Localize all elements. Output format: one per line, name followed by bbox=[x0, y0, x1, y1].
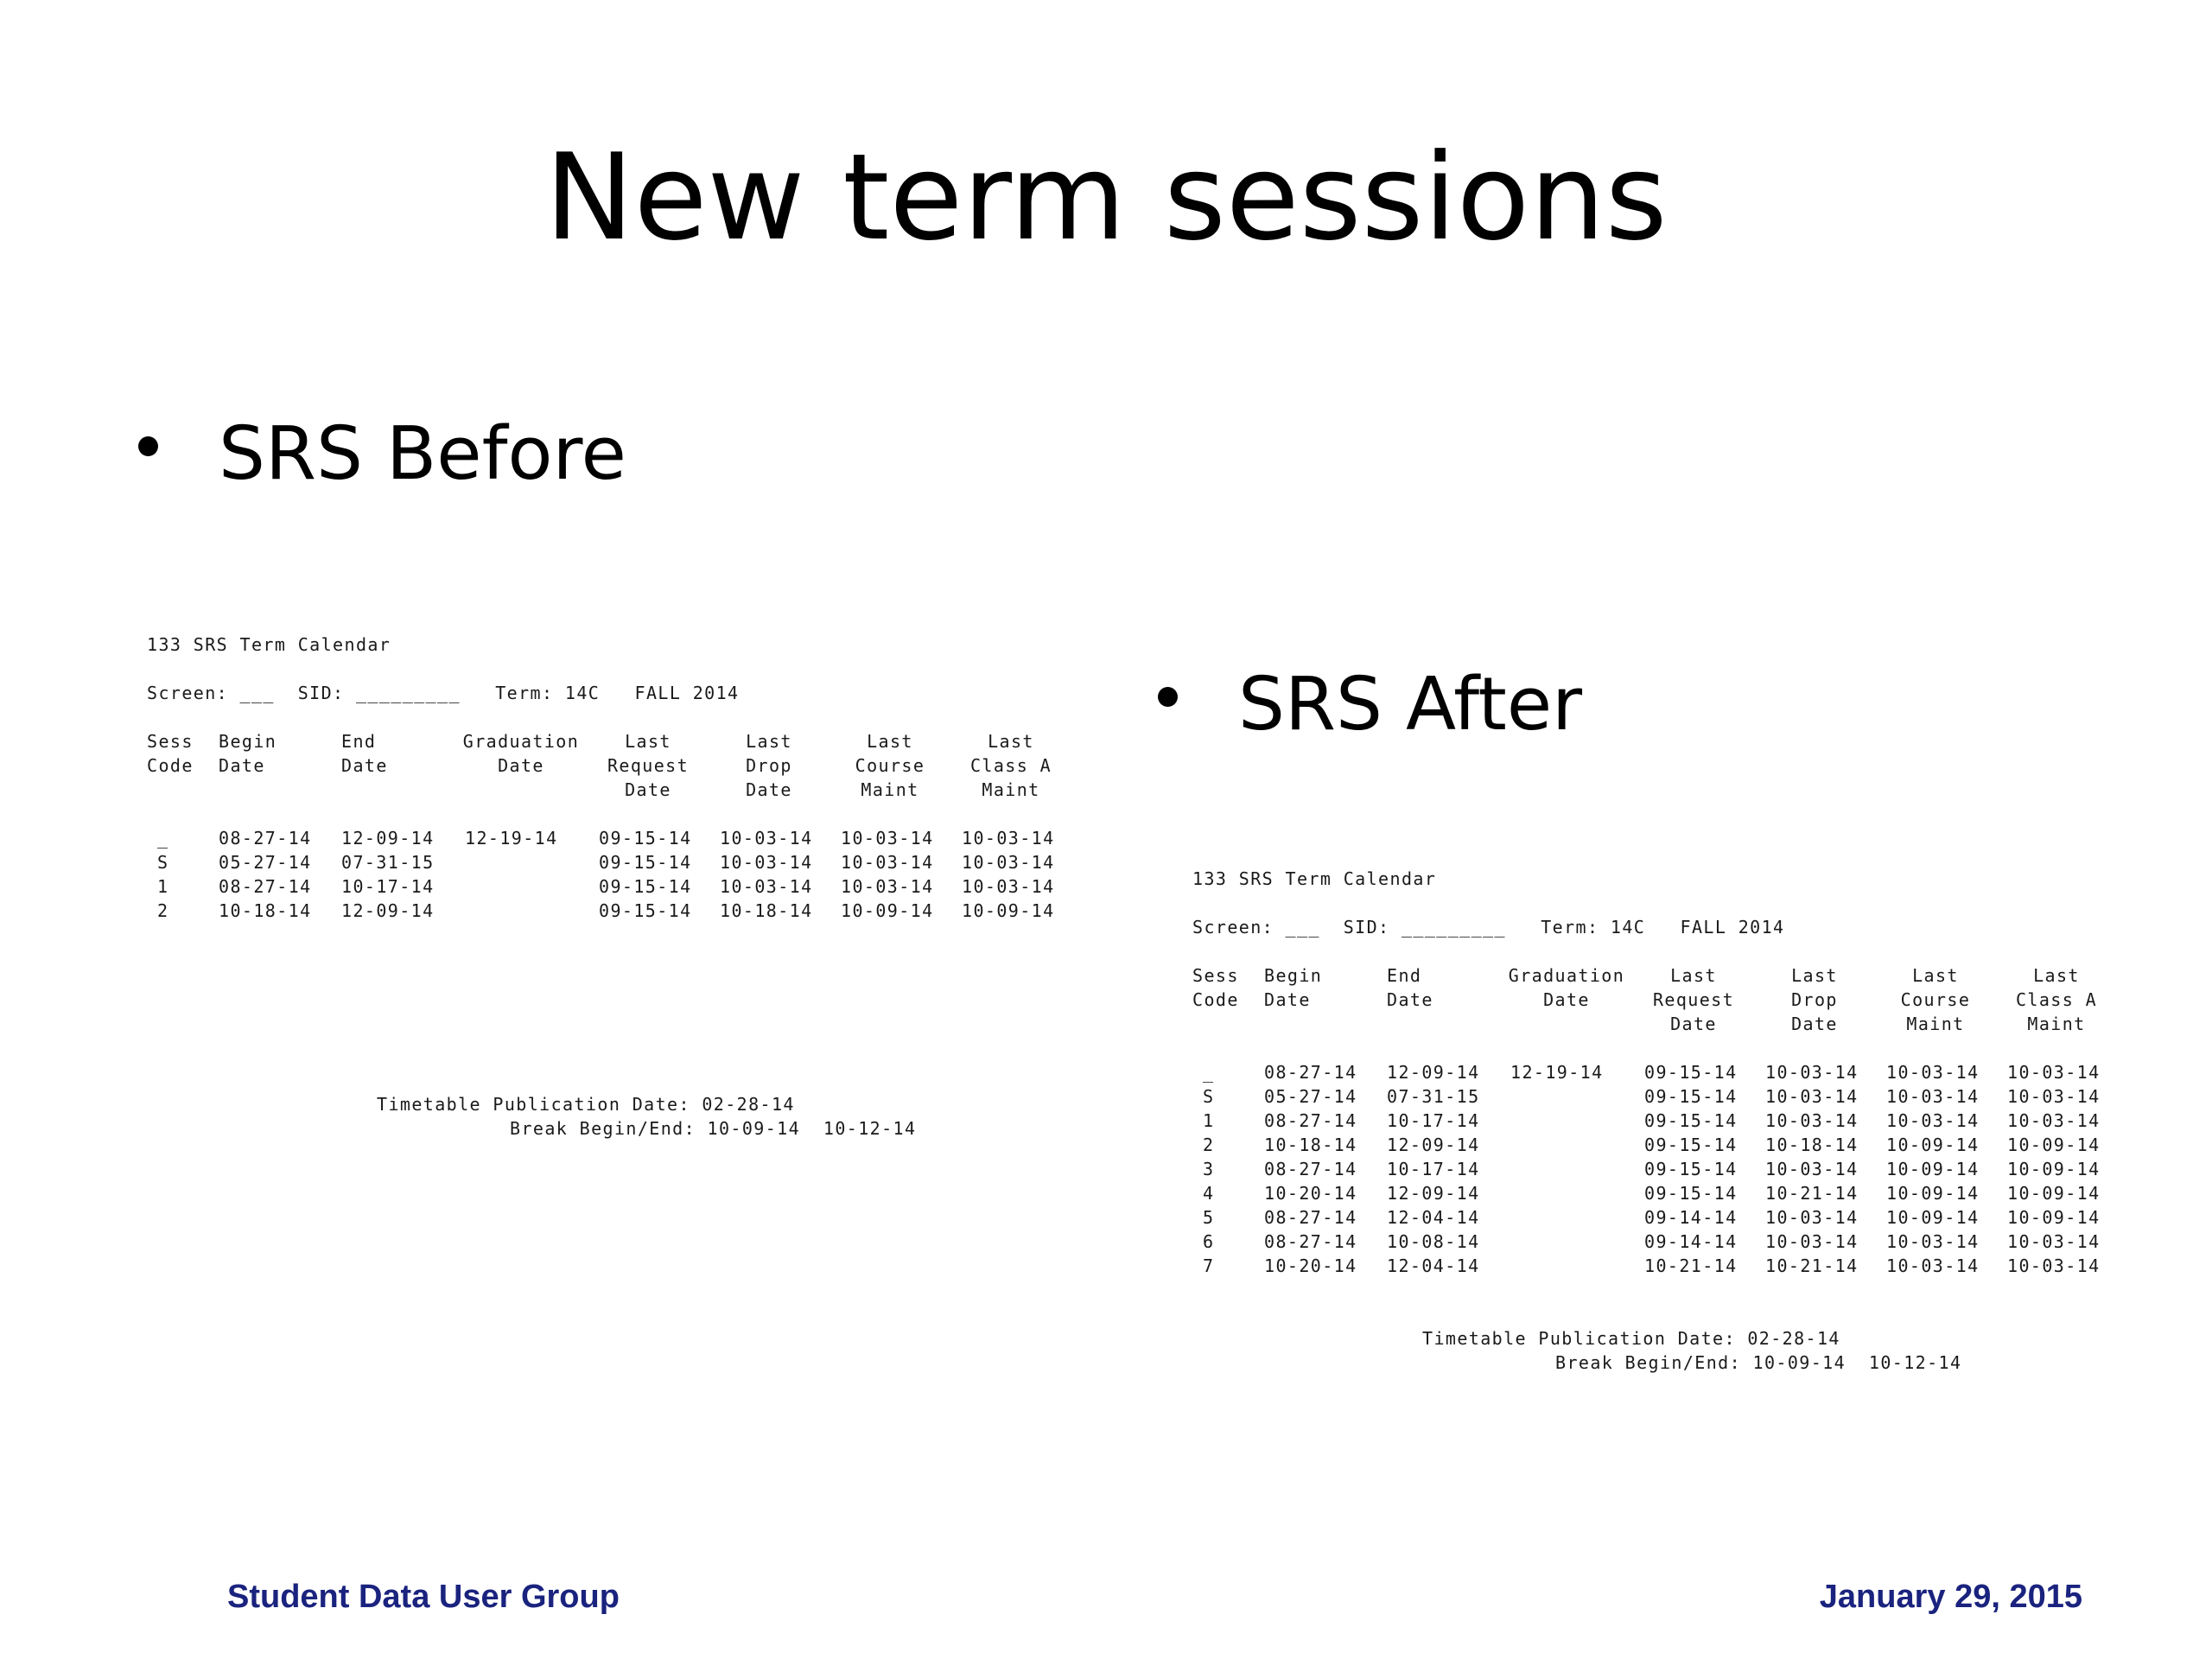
column-header: Date bbox=[746, 779, 792, 800]
table-cell: 10-03-14 bbox=[1886, 1062, 1980, 1083]
table-cell: 2 bbox=[1203, 1135, 1215, 1155]
table-cell: 10-09-14 bbox=[841, 900, 934, 921]
column-header: Date bbox=[498, 755, 544, 776]
column-header: Sess bbox=[1192, 965, 1239, 986]
column-header: Last bbox=[1791, 965, 1838, 986]
table-cell: 5 bbox=[1203, 1207, 1215, 1228]
table-cell: 10-03-14 bbox=[1765, 1110, 1859, 1131]
break-begin-end: Break Begin/End: 10-09-14 10-12-14 bbox=[1555, 1352, 1962, 1373]
table-cell: 10-20-14 bbox=[1264, 1255, 1357, 1276]
table-cell: 08-27-14 bbox=[1264, 1207, 1357, 1228]
table-cell: 12-09-14 bbox=[1387, 1183, 1480, 1204]
column-header: Class A bbox=[2015, 989, 2098, 1010]
column-header: Last bbox=[1912, 965, 1959, 986]
column-header: Date bbox=[1543, 989, 1590, 1010]
table-cell: 12-09-14 bbox=[341, 900, 435, 921]
table-cell: 10-09-14 bbox=[2007, 1207, 2101, 1228]
column-header: Request bbox=[607, 755, 690, 776]
table-cell: 10-03-14 bbox=[962, 852, 1055, 873]
column-header: Date bbox=[1670, 1014, 1717, 1034]
column-header: Last bbox=[1670, 965, 1717, 986]
table-cell: 09-14-14 bbox=[1644, 1207, 1738, 1228]
table-cell: 7 bbox=[1203, 1255, 1215, 1276]
column-header: Date bbox=[219, 755, 265, 776]
column-header: Graduation bbox=[1508, 965, 1625, 986]
table-cell: 10-21-14 bbox=[1644, 1255, 1738, 1276]
table-cell: 09-15-14 bbox=[599, 828, 692, 849]
table-cell: 10-17-14 bbox=[1387, 1159, 1480, 1179]
column-header: Last bbox=[867, 731, 913, 752]
table-cell: 10-03-14 bbox=[2007, 1255, 2101, 1276]
table-cell: 10-09-14 bbox=[1886, 1135, 1980, 1155]
table-cell: 08-27-14 bbox=[219, 876, 312, 897]
bullet-dot-icon bbox=[1158, 687, 1178, 707]
column-header: Begin bbox=[219, 731, 277, 752]
table-cell: 10-09-14 bbox=[1886, 1183, 1980, 1204]
table-cell: 09-15-14 bbox=[1644, 1183, 1738, 1204]
column-header: Date bbox=[1791, 1014, 1838, 1034]
table-cell: 07-31-15 bbox=[1387, 1086, 1480, 1107]
timetable-publication-date: Timetable Publication Date: 02-28-14 bbox=[1422, 1328, 1840, 1349]
bullet-before-label: SRS Before bbox=[219, 411, 626, 497]
table-cell: 10-09-14 bbox=[2007, 1135, 2101, 1155]
table-cell: _ bbox=[157, 828, 169, 849]
bullet-dot-icon bbox=[138, 436, 158, 456]
column-header: Last bbox=[625, 731, 671, 752]
table-cell: 10-03-14 bbox=[2007, 1231, 2101, 1252]
table-cell: 09-14-14 bbox=[1644, 1231, 1738, 1252]
table-cell: 12-04-14 bbox=[1387, 1207, 1480, 1228]
table-cell: 09-15-14 bbox=[1644, 1110, 1738, 1131]
table-cell: _ bbox=[1203, 1062, 1215, 1083]
table-cell: S bbox=[157, 852, 169, 873]
table-cell: 10-03-14 bbox=[1886, 1231, 1980, 1252]
screen-input-line: Screen: ___ SID: _________ Term: 14C FALL 2014 bbox=[147, 683, 740, 703]
table-cell: 10-03-14 bbox=[720, 876, 813, 897]
column-header: Maint bbox=[2027, 1014, 2086, 1034]
table-cell: 10-03-14 bbox=[1886, 1255, 1980, 1276]
slide-title: New term sessions bbox=[544, 128, 1668, 267]
table-cell: 10-20-14 bbox=[1264, 1183, 1357, 1204]
table-cell: 10-03-14 bbox=[1765, 1231, 1859, 1252]
srs-screen-after bbox=[1192, 867, 2126, 1385]
column-header: End bbox=[341, 731, 377, 752]
table-cell: 10-03-14 bbox=[720, 828, 813, 849]
screen-header: 133 SRS Term Calendar bbox=[147, 634, 391, 655]
table-cell: 10-03-14 bbox=[2007, 1110, 2101, 1131]
table-cell: 6 bbox=[1203, 1231, 1215, 1252]
table-cell: 09-15-14 bbox=[599, 876, 692, 897]
table-cell: 10-03-14 bbox=[841, 828, 934, 849]
table-cell: 08-27-14 bbox=[219, 828, 312, 849]
table-cell: 10-21-14 bbox=[1765, 1183, 1859, 1204]
table-cell: 12-19-14 bbox=[465, 828, 558, 849]
column-header: Drop bbox=[746, 755, 792, 776]
table-cell: 10-17-14 bbox=[1387, 1110, 1480, 1131]
table-cell: 10-21-14 bbox=[1765, 1255, 1859, 1276]
table-cell: 09-15-14 bbox=[599, 852, 692, 873]
column-header: Drop bbox=[1791, 989, 1838, 1010]
table-cell: 09-15-14 bbox=[599, 900, 692, 921]
table-cell: 1 bbox=[1203, 1110, 1215, 1131]
table-cell: 10-03-14 bbox=[1765, 1062, 1859, 1083]
column-header: Code bbox=[147, 755, 194, 776]
table-cell: 10-09-14 bbox=[2007, 1183, 2101, 1204]
table-cell: 10-09-14 bbox=[1886, 1207, 1980, 1228]
table-cell: 10-03-14 bbox=[1886, 1086, 1980, 1107]
column-header: Last bbox=[2033, 965, 2080, 986]
timetable-publication-date: Timetable Publication Date: 02-28-14 bbox=[377, 1094, 795, 1115]
column-header: Class A bbox=[969, 755, 1052, 776]
column-header: Date bbox=[625, 779, 671, 800]
column-header: Date bbox=[1387, 989, 1433, 1010]
table-cell: 07-31-15 bbox=[341, 852, 435, 873]
column-header: Maint bbox=[982, 779, 1040, 800]
srs-screen-before bbox=[147, 632, 1080, 1151]
column-header: Course bbox=[1900, 989, 1971, 1010]
table-cell: 3 bbox=[1203, 1159, 1215, 1179]
table-cell: 10-09-14 bbox=[1886, 1159, 1980, 1179]
screen-header: 133 SRS Term Calendar bbox=[1192, 868, 1437, 889]
column-header: Course bbox=[855, 755, 925, 776]
table-cell: 12-04-14 bbox=[1387, 1255, 1480, 1276]
table-cell: S bbox=[1203, 1086, 1215, 1107]
column-header: Code bbox=[1192, 989, 1239, 1010]
table-cell: 05-27-14 bbox=[1264, 1086, 1357, 1107]
table-cell: 10-03-14 bbox=[962, 876, 1055, 897]
table-cell: 10-03-14 bbox=[1765, 1086, 1859, 1107]
table-cell: 10-03-14 bbox=[1765, 1207, 1859, 1228]
table-cell: 10-17-14 bbox=[341, 876, 435, 897]
column-header: End bbox=[1387, 965, 1422, 986]
table-cell: 10-03-14 bbox=[841, 876, 934, 897]
column-header: Last bbox=[988, 731, 1034, 752]
table-cell: 10-03-14 bbox=[962, 828, 1055, 849]
column-header: Date bbox=[341, 755, 388, 776]
table-cell: 10-18-14 bbox=[219, 900, 312, 921]
column-header: Request bbox=[1652, 989, 1735, 1010]
table-cell: 10-03-14 bbox=[720, 852, 813, 873]
table-cell: 12-19-14 bbox=[1510, 1062, 1604, 1083]
table-cell: 08-27-14 bbox=[1264, 1062, 1357, 1083]
table-cell: 09-15-14 bbox=[1644, 1135, 1738, 1155]
table-cell: 10-09-14 bbox=[2007, 1159, 2101, 1179]
table-cell: 12-09-14 bbox=[1387, 1062, 1480, 1083]
screen-input-line: Screen: ___ SID: _________ Term: 14C FALL 2014 bbox=[1192, 917, 1785, 938]
bullet-after-label: SRS After bbox=[1238, 662, 1583, 747]
table-cell: 2 bbox=[157, 900, 169, 921]
table-cell: 4 bbox=[1203, 1183, 1215, 1204]
table-cell: 10-03-14 bbox=[841, 852, 934, 873]
table-cell: 10-03-14 bbox=[2007, 1086, 2101, 1107]
table-cell: 09-15-14 bbox=[1644, 1086, 1738, 1107]
column-header: Maint bbox=[1906, 1014, 1965, 1034]
table-cell: 1 bbox=[157, 876, 169, 897]
table-cell: 10-18-14 bbox=[1765, 1135, 1859, 1155]
table-cell: 10-03-14 bbox=[2007, 1062, 2101, 1083]
column-header: Sess bbox=[147, 731, 194, 752]
footer-date: January 29, 2015 bbox=[1819, 1579, 2082, 1615]
table-cell: 10-18-14 bbox=[720, 900, 813, 921]
table-cell: 05-27-14 bbox=[219, 852, 312, 873]
table-cell: 09-15-14 bbox=[1644, 1062, 1738, 1083]
table-cell: 08-27-14 bbox=[1264, 1159, 1357, 1179]
column-header: Last bbox=[746, 731, 792, 752]
table-cell: 12-09-14 bbox=[1387, 1135, 1480, 1155]
table-cell: 10-03-14 bbox=[1765, 1159, 1859, 1179]
table-cell: 08-27-14 bbox=[1264, 1231, 1357, 1252]
break-begin-end: Break Begin/End: 10-09-14 10-12-14 bbox=[510, 1118, 917, 1139]
footer-organization: Student Data User Group bbox=[227, 1579, 620, 1615]
table-cell: 10-18-14 bbox=[1264, 1135, 1357, 1155]
column-header: Date bbox=[1264, 989, 1311, 1010]
column-header: Maint bbox=[861, 779, 919, 800]
table-cell: 10-09-14 bbox=[962, 900, 1055, 921]
table-cell: 10-08-14 bbox=[1387, 1231, 1480, 1252]
table-cell: 09-15-14 bbox=[1644, 1159, 1738, 1179]
table-cell: 12-09-14 bbox=[341, 828, 435, 849]
column-header: Begin bbox=[1264, 965, 1323, 986]
table-cell: 08-27-14 bbox=[1264, 1110, 1357, 1131]
column-header: Graduation bbox=[462, 731, 580, 752]
table-cell: 10-03-14 bbox=[1886, 1110, 1980, 1131]
